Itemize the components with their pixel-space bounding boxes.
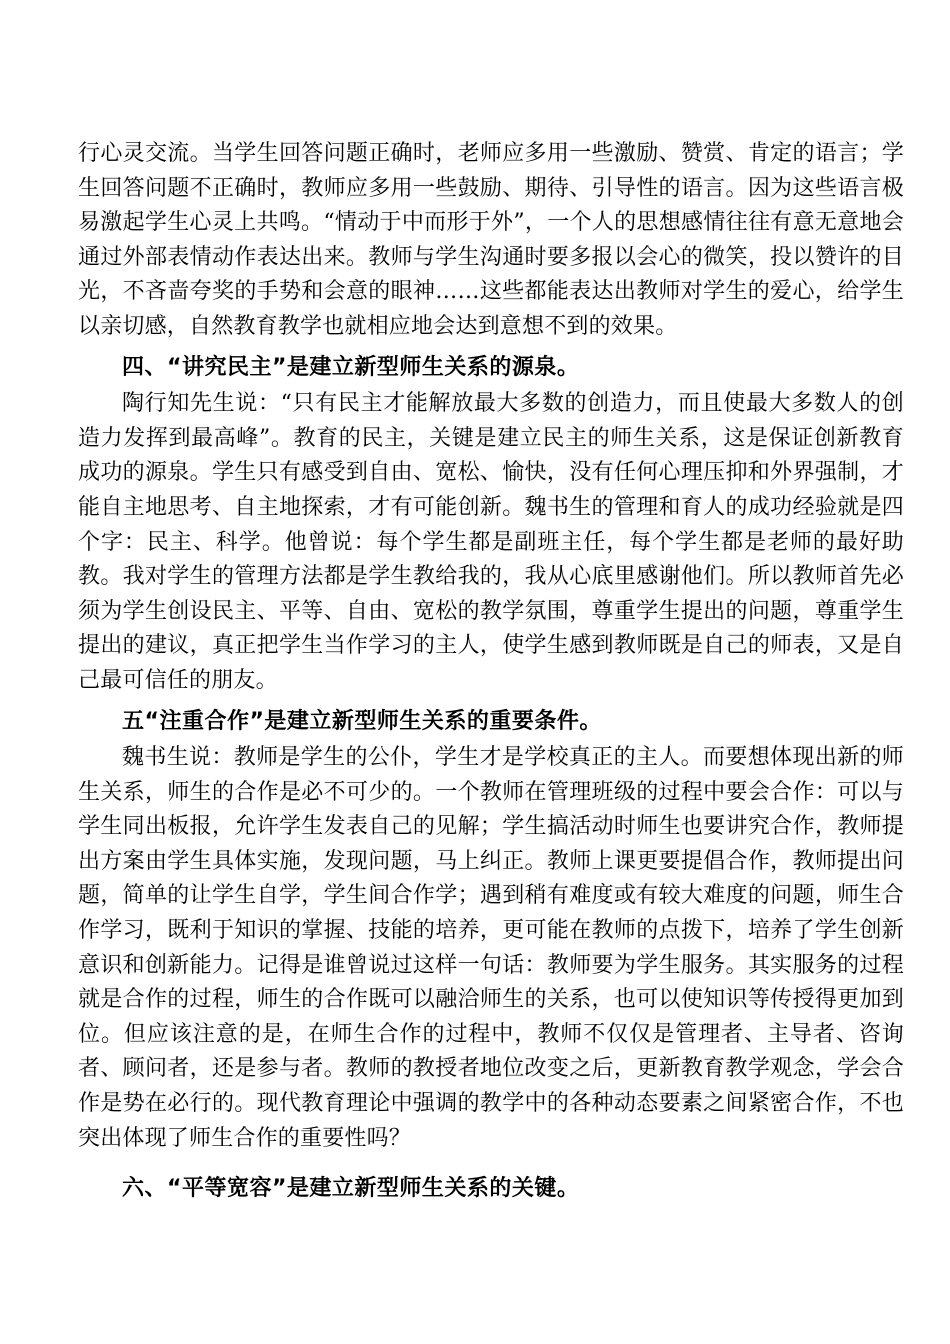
heading-section-4: 四、“讲究民主”是建立新型师生关系的源泉。 bbox=[122, 354, 580, 380]
heading-section-6: 六、“平等宽容”是建立新型师生关系的关键。 bbox=[122, 1176, 580, 1202]
heading-section-5: 五“注重合作”是建立新型师生关系的重要条件。 bbox=[122, 708, 602, 734]
document-page bbox=[78, 137, 904, 1207]
paragraph-emotion-communication: 行心灵交流。当学生回答问题正确时，老师应多用一些激励、赞赏、肯定的语言；学生回答问题不正确时，教师应多用一些鼓励、期待、引导性的语言。因为这些语言极易激起学生心灵上共鸣。“情动于中而形于外”，一个人的思想感情往往有意无意地会通过外部表情动作表达出来。教师与学生沟通时要多报以会心的微笑，投以赞许的目光，不吝啬夸奖的手势和会意的眼神……这些都能表达出教师对学生的爱心，给学生以亲切感，自然教育教学也就相应地会达到意想不到的效果。 bbox=[78, 141, 904, 339]
paragraph-democracy: 陶行知先生说：“只有民主才能解放最大多数的创造力，而且使最大多数人的创造力发挥到最高峰”。教育的民主，关键是建立民主的师生关系，这是保证创新教育成功的源泉。学生只有感受到自由、宽松、愉快，没有任何心理压抑和外界强制，才能自主地思考、自主地探索，才有可能创新。魏书生的管理和育人的成功经验就是四个字：民主、科学。他曾说：每个学生都是副班主任，每个学生都是老师的最好助教。我对学生的管理方法都是学生教给我的，我从心底里感谢他们。所以教师首先必须为学生创设民主、平等、自由、宽松的教学氛围，尊重学生提出的问题，尊重学生提出的建议，真正把学生当作学习的主人，使学生感到教师既是自己的师表，又是自己最可信任的朋友。 bbox=[78, 391, 904, 693]
paragraph-cooperation: 魏书生说：教师是学生的公仆，学生才是学校真正的主人。而要想体现出新的师生关系，师生的合作是必不可少的。一个教师在管理班级的过程中要会合作：可以与学生同出板报，允许学生发表自己的见解；学生搞活动时师生也要讲究合作，教师提出方案由学生具体实施，发现问题，马上纠正。教师上课更要提倡合作，教师提出问题，简单的让学生自学，学生间合作学；遇到稍有难度或有较大难度的问题，师生合作学习，既利于知识的掌握、技能的培养，更可能在教师的点拨下，培养了学生创新意识和创新能力。记得是谁曾说过这样一句话：教师要为学生服务。其实服务的过程就是合作的过程，师生的合作既可以融洽师生的关系，也可以使知识等传授得更加到位。但应该注意的是，在师生合作的过程中，教师不仅仅是管理者、主导者、咨询者、顾问者，还是参与者。教师的教授者地位改变之后，更新教育教学观念，学会合作是势在必行的。现代教育理论中强调的教学中的各种动态要素之间紧密合作，不也突出体现了师生合作的重要性吗？ bbox=[78, 745, 904, 1151]
